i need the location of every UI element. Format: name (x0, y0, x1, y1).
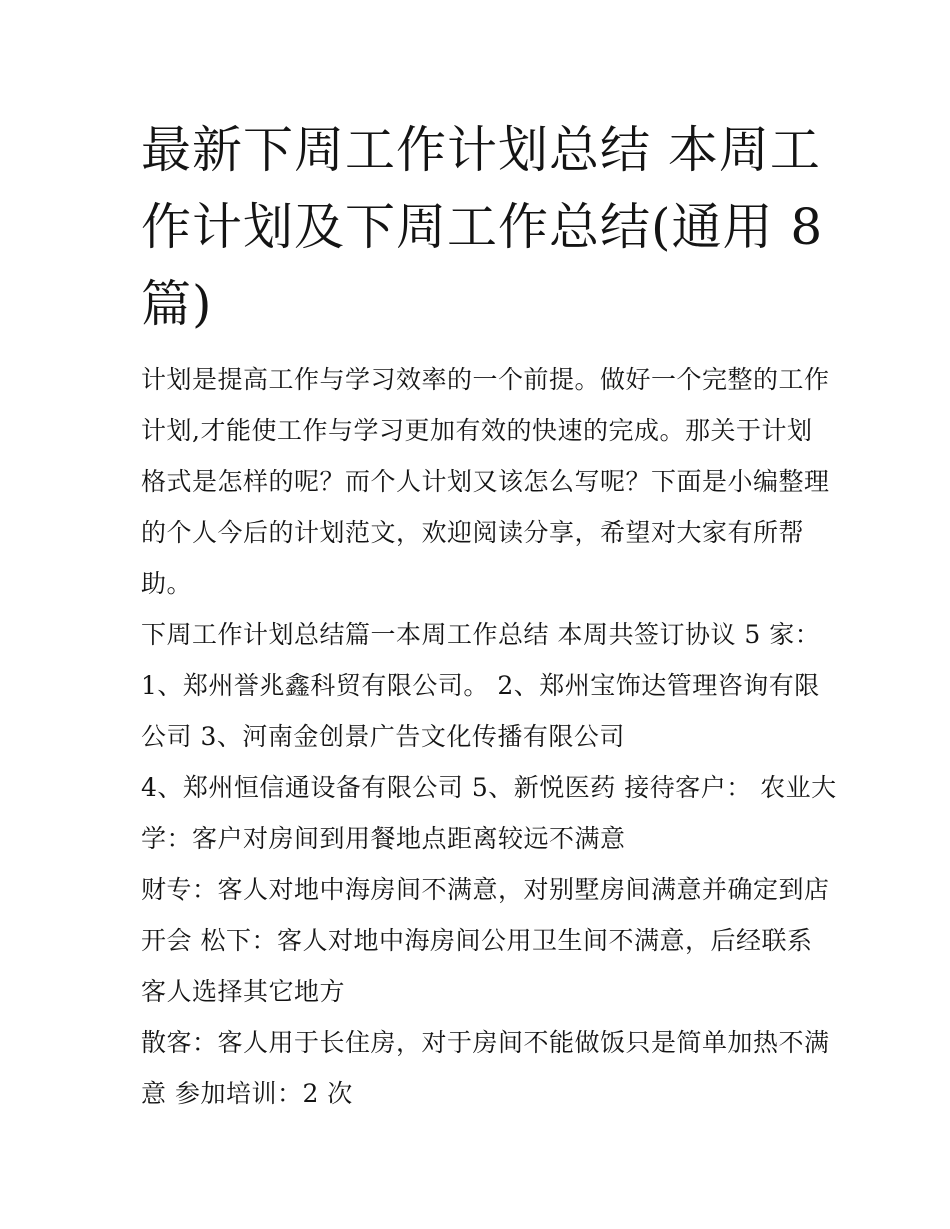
text-line: 计划,才能使工作与学习更加有效的快速的完成。那关于计划 (141, 416, 813, 445)
text-line: 的个人今后的计划范文，欢迎阅读分享，希望对大家有所帮 (141, 518, 805, 547)
document-title (141, 112, 824, 343)
title-line: 作计划及下周工作总结(通用 8 (141, 198, 824, 256)
text-line: 1、郑州誉兆鑫科贸有限公司。 2、郑州宝饰达管理咨询有限 (141, 671, 820, 700)
text-line: 计划是提高工作与学习效率的一个前提。做好一个完整的工作 (141, 365, 830, 394)
text-line: 格式是怎样的呢？而个人计划又该怎么写呢？下面是小编整理 (141, 467, 830, 496)
intro-paragraph (141, 354, 831, 609)
text-line: 财专：客人对地中海房间不满意，对别墅房间满意并确定到店 (141, 875, 830, 904)
section-paragraph (141, 1017, 831, 1119)
text-line: 开会 松下：客人对地中海房间公用卫生间不满意，后经联系 (141, 926, 813, 955)
section-paragraph (141, 864, 831, 1017)
text-line: 公司 3、河南金创景广告文化传播有限公司 (141, 722, 625, 751)
document-body (141, 354, 837, 1119)
text-line: 客人选择其它地方 (141, 977, 346, 1006)
text-line: 散客：客人用于长住房，对于房间不能做饭只是简单加热不满 (141, 1028, 830, 1057)
text-line: 学：客户对房间到用餐地点距离较远不满意 (141, 824, 626, 853)
title-line: 篇) (141, 275, 213, 333)
text-line: 4、郑州恒信通设备有限公司 5、新悦医药 接待客户： 农业大 (141, 773, 837, 802)
title-line: 最新下周工作计划总结 本周工 (141, 121, 821, 179)
section-paragraph (141, 762, 837, 864)
section-paragraph (141, 609, 831, 762)
text-line: 下周工作计划总结篇一本周工作总结 本周共签订协议 5 家： (141, 620, 821, 649)
text-line: 助。 (141, 569, 193, 598)
text-line: 意 参加培训：2 次 (141, 1079, 353, 1108)
